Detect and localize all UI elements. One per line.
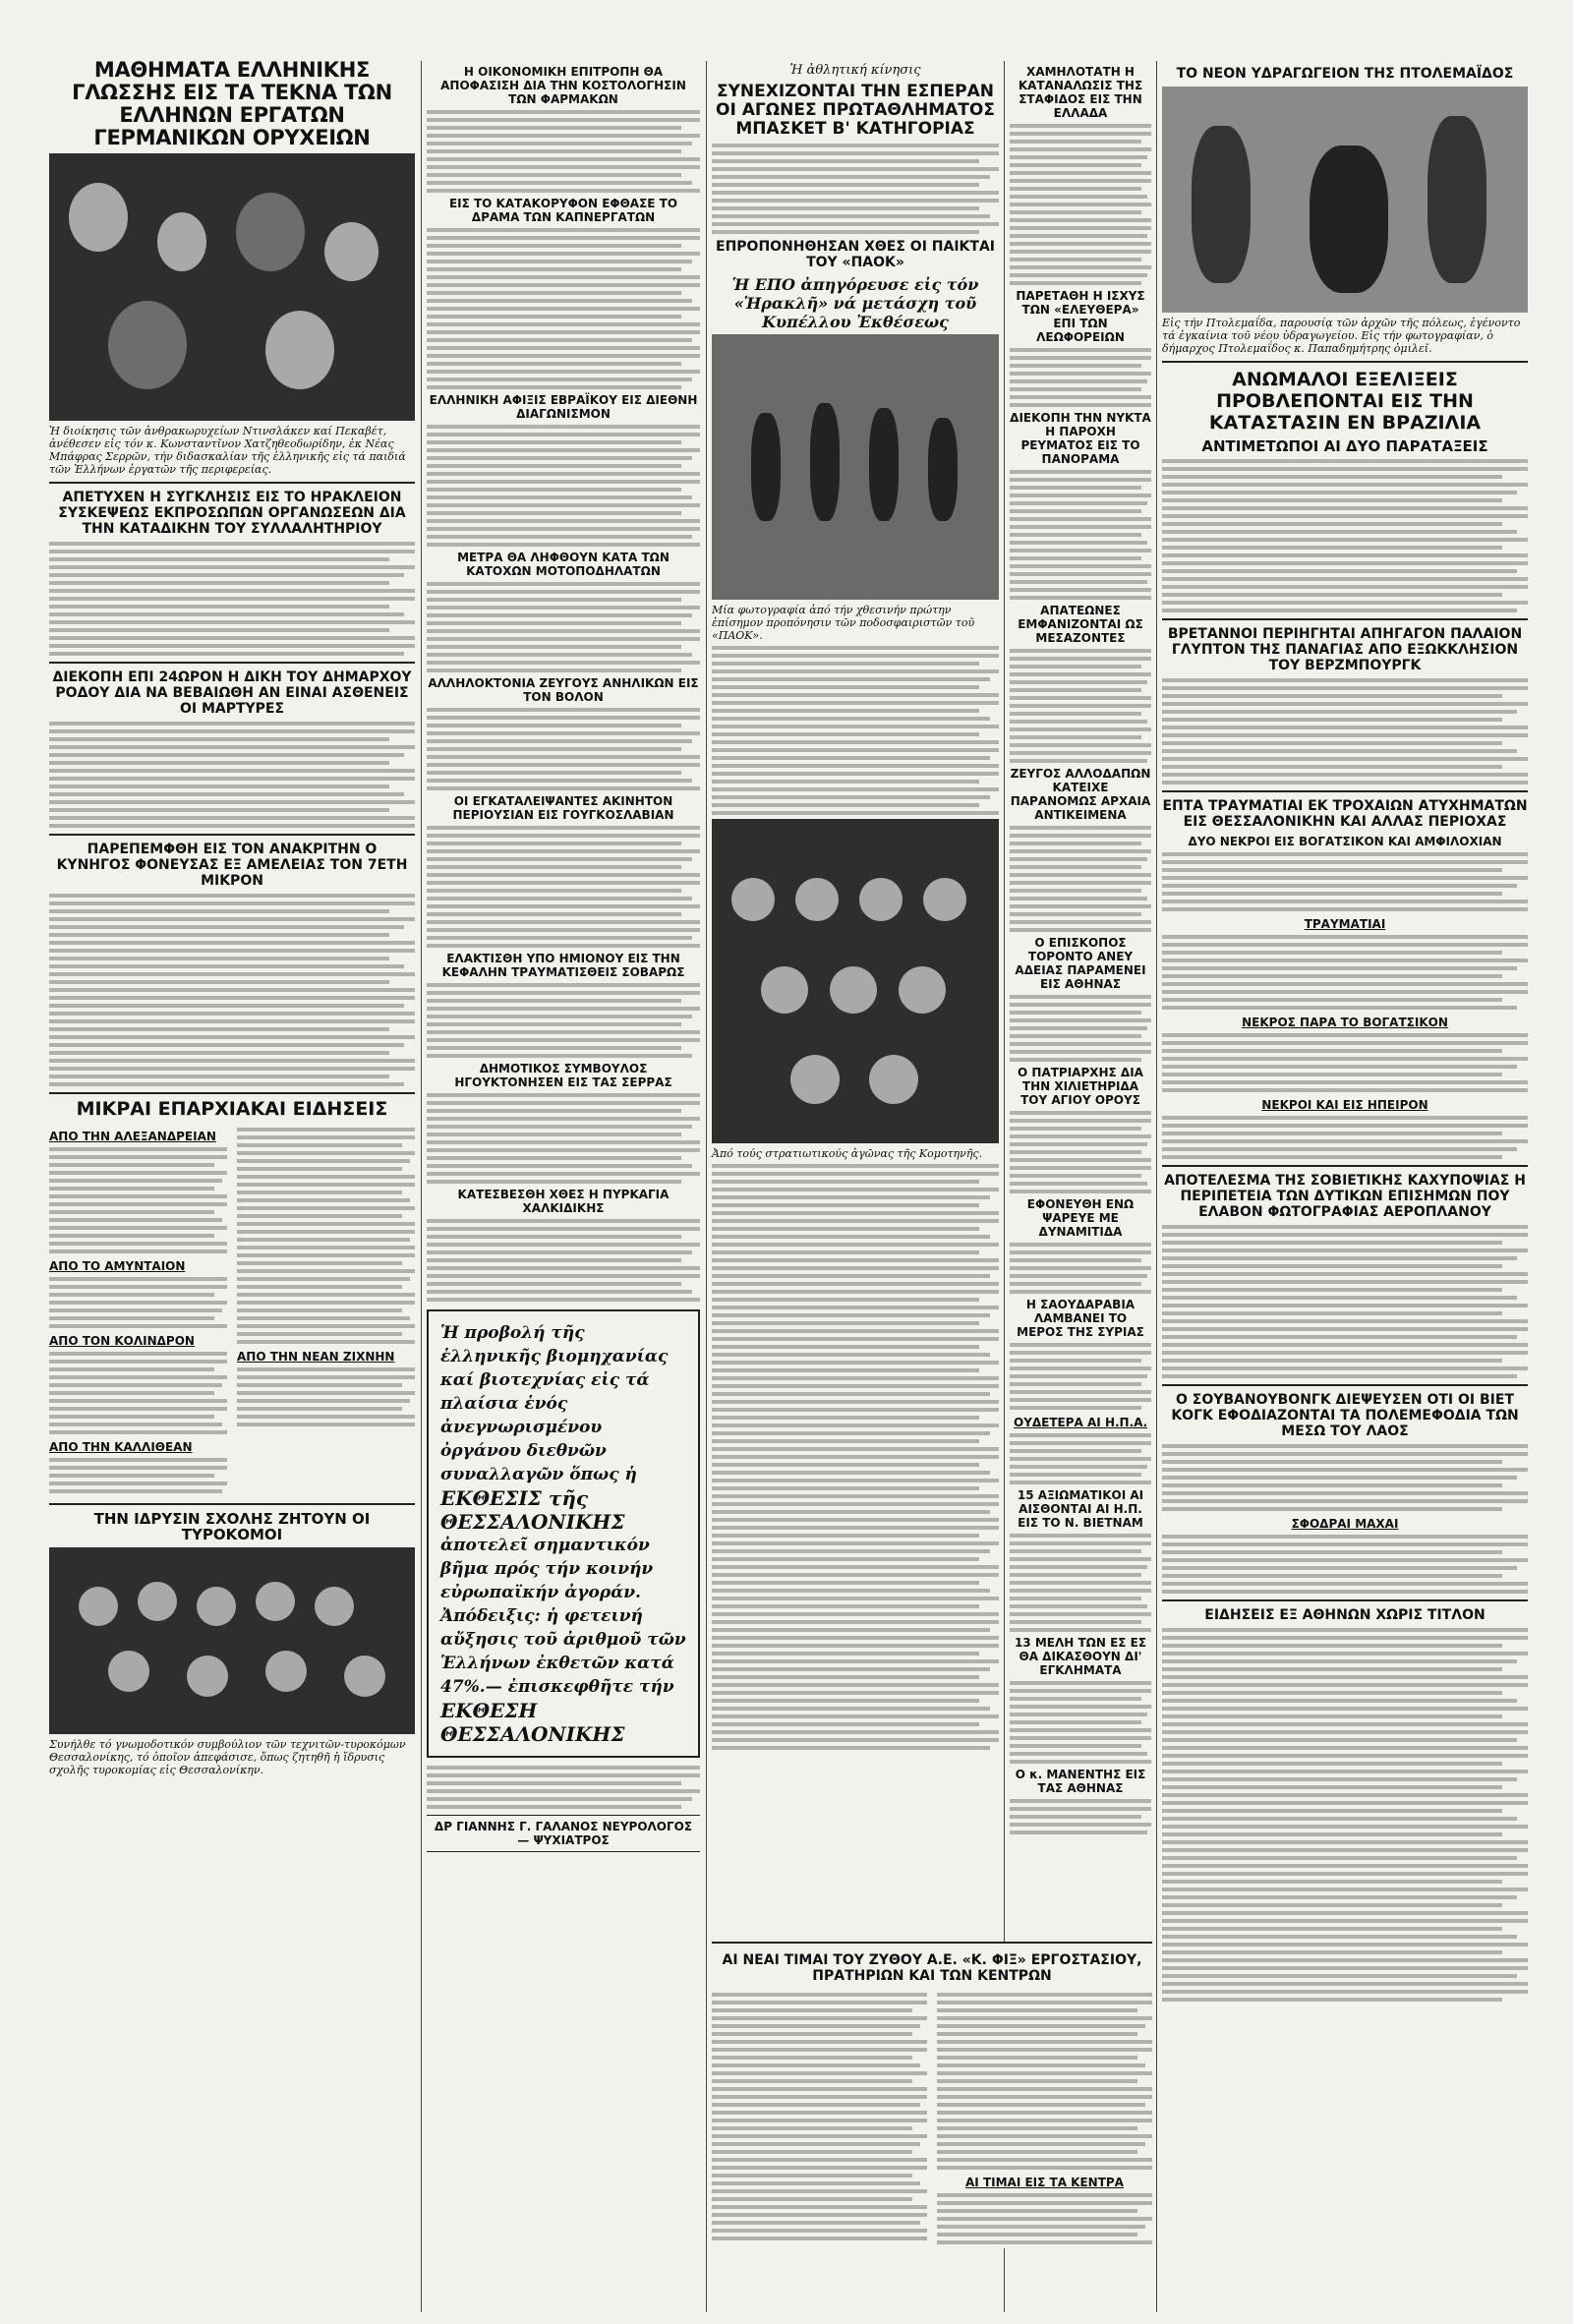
headline-competition: ΕΛΛΗΝΙΚΗ ΑΦΙΞΙΣ ΕΒΡΑΪΚΟΥ ΕΙΣ ΔΙΕΘΝΗ ΔΙΑΓΩΝΙΣΜΟΝ [429, 393, 698, 421]
section-kicker: Ἡ ἀθλητική κίνησις [789, 63, 921, 78]
headline-paok-training: ΕΠΡΟΠΟΝΗΘΗΣΑΝ ΧΘΕΣ ΟΙ ΠΑΙΚΤΑΙ ΤΟΥ «ΠΑΟΚ» [716, 239, 995, 270]
ad-text: ἀποτελεῖ σημαντικόν βῆμα πρός τήν κοινήν εὐρωπαϊκήν ἀγοράν. Ἀπόδειξις: ἡ φετεινή αὔξησις τοῦ ἀριθμοῦ τῶν Ἑλλήνων ἐκθετῶν κατά 47%.— ἐπισκεφθῆτε τήν [440, 1536, 686, 1697]
section-tag: ΑΙ ΤΙΜΑΙ ΕΙΣ ΤΑ ΚΕΝΤΡΑ [965, 2176, 1124, 2189]
headline-basketball: ΣΥΝΕΧΙΖΟΝΤΑΙ ΤΗΝ ΕΣΠΕΡΑΝ ΟΙ ΑΓΩΝΕΣ ΠΡΩΤΑΘΛΗΜΑΤΟΣ ΜΠΑΣΚΕΤ Β' ΚΑΤΗΓΟΡΙΑΣ [716, 82, 995, 139]
column-5 [1162, 61, 1528, 2005]
article-body [49, 722, 415, 828]
column-2 [427, 61, 700, 1858]
doctor-advertisement: ΔΡ ΓΙΑΝΝΗΣ Γ. ΓΑΛΑΝΟΣ ΝΕΥΡΟΛΟΓΟΣ — ΨΥΧΙΑΤΡΟΣ [427, 1815, 700, 1852]
headline-athens-news: ΕΙΔΗΣΕΙΣ ΕΞ ΑΘΗΝΩΝ ΧΩΡΙΣ ΤΙΤΛΟΝ [1204, 1607, 1486, 1623]
headline-swindlers: ΑΠΑΤΕΩΝΕΣ ΕΜΦΑΝΙΖΟΝΤΑΙ ΩΣ ΜΕΣΑΖΟΝΤΕΣ [1018, 604, 1143, 645]
headline-yugoslavia: ΟΙ ΕΓΚΑΤΑΛΕΙΨΑΝΤΕΣ ΑΚΙΝΗΤΟΝ ΠΕΡΙΟΥΣΙΑΝ ΕΙΣ ΓΟΥΓΚΟΣΛΑΒΙΑΝ [452, 794, 674, 822]
headline-brazil: ΑΝΩΜΑΛΟΙ ΕΞΕΛΙΞΕΙΣ ΠΡΟΒΛΕΠΟΝΤΑΙ ΕΙΣ ΤΗΝ ΚΑΤΑΣΤΑΣΙΝ ΕΝ ΒΡΑΖΙΛΙΑ [1208, 369, 1482, 434]
photo-caption: Ἡ διοίκησις τῶν ἀνθρακωρυχείων Ντινσλάκεν καί Πεκαβέτ, ἀνέθεσεν εἰς τόν κ. Κωνσταντῖνον Χατζηθεοδωρίδην, ἐκ Νέας Μπάφρας Σερρῶν, τήν διδασκαλίαν τῆς ἑλληνικῆς εἰς τά παιδιά τῶν Ἑλλήνων ἐργατῶν τῆς περιφερείας. [49, 425, 406, 476]
headline-rhodes-trial: ΔΙΕΚΟΠΗ ΕΠΙ 24ΩΡΟΝ Η ΔΙΚΗ ΤΟΥ ΔΗΜΑΡΧΟΥ ΡΟΔΟΥ ΔΙΑ ΝΑ ΒΕΒΑΙΩΘΗ ΑΝ ΕΙΝΑΙ ΑΣΘΕΝΕΙΣ ΟΙ ΜΑΡΤΥΡΕΣ [52, 669, 412, 717]
column-3 [712, 61, 999, 1754]
photo-caption: Ἀπό τούς στρατιωτικούς ἀγῶνας τῆς Κομοτηνῆς. [712, 1147, 983, 1160]
headline-volos: ΑΛΛΗΛΟΚΤΟΝΙΑ ΖΕΥΓΟΥΣ ΑΝΗΛΙΚΩΝ ΕΙΣ ΤΟΝ ΒΟΛΟΝ [428, 676, 699, 704]
section-tag: ΣΦΟΔΡΑΙ ΜΑΧΑΙ [1291, 1517, 1399, 1531]
photo-cheesemakers [49, 1547, 415, 1734]
photo-caption: Συνήλθε τό γνωμοδοτικόν συμβούλιον τῶν τεχνιτῶν-τυροκόμων Θεσσαλονίκης, τό ὁποῖον ἀπεφάσισε, ὅπως ζητηθῆ ἡ ἵδρυσις σχολῆς τυροκομίας εἰς Θεσσαλονίκην. [49, 1738, 406, 1776]
photo-caption: Μία φωτογραφία ἀπό τήν χθεσινήν πρώτην ἐπίσημον προπόνησιν τῶν ποδοσφαιριστῶν τοῦ «ΠΑΟΚ». [712, 604, 975, 642]
headline-traffic-accidents: ΕΠΤΑ ΤΡΑΥΜΑΤΙΑΙ ΕΚ ΤΡΟΧΑΙΩΝ ΑΤΥΧΗΜΑΤΩΝ ΕΙΣ ΘΕΣΣΑΛΟΝΙΚΗΝ ΚΑΙ ΑΛΛΑΣ ΠΕΡΙΟΧΑΣ [1162, 798, 1528, 830]
section-tag: ΑΠΟ ΤΟ ΑΜΥΝΤΑΙΟΝ [49, 1259, 186, 1273]
ad-highlight: ΕΚΘΕΣΙΣ τῆς ΘΕΣΣΑΛΟΝΙΚΗΣ [440, 1486, 625, 1534]
fair-advertisement [427, 1309, 700, 1758]
section-tag: ΟΥΔΕΤΕΡΑ ΑΙ Η.Π.Α. [1014, 1416, 1147, 1429]
headline-tobacco-workers: ΕΙΣ ΤΟ ΚΑΤΑΚΟΡΥΦΟΝ ΕΦΘΑΣΕ ΤΟ ΔΡΑΜΑ ΤΩΝ ΚΑΠΝΕΡΓΑΤΩΝ [448, 197, 678, 224]
ad-highlight: ΕΚΘΕΣΗ ΘΕΣΣΑΛΟΝΙΚΗΣ [440, 1699, 625, 1746]
column-4 [1010, 61, 1151, 1838]
photo-komotini-games [712, 819, 999, 1143]
headline-raisins: ΧΑΜΗΛΟΤΑΤΗ Η ΚΑΤΑΝΑΛΩΣΙΣ ΤΗΣ ΣΤΑΦΙΔΟΣ ΕΙΣ ΤΗΝ ΕΛΛΑΔΑ [1018, 65, 1143, 120]
headline-economic-committee: Η ΟΙΚΟΝΟΜΙΚΗ ΕΠΙΤΡΟΠΗ ΘΑ ΑΠΟΦΑΣΙΣΗ ΔΙΑ ΤΗΝ ΚΟΣΤΟΛΟΓΗΣΙΝ ΤΩΝ ΦΑΡΜΑΚΩΝ [440, 65, 686, 106]
section-tag: ΑΠΟ ΤΟΝ ΚΟΛΙΝΔΡΟΝ [49, 1334, 195, 1348]
beer-prices-block [712, 1942, 1152, 2248]
headline-serres: ΔΗΜΟΤΙΚΟΣ ΣΥΜΒΟΥΛΟΣ ΗΓΟΥΚΤΟΝΗΣΕΝ ΕΙΣ ΤΑΣ ΣΕΡΡΑΣ [454, 1062, 672, 1089]
headline-greek-lessons: ΜΑΘΗΜΑΤΑ ΕΛΛΗΝΙΚΗΣ ΓΛΩΣΣΗΣ ΕΙΣ ΤΑ ΤΕΚΝΑ ΤΩΝ ΕΛΛΗΝΩΝ ΕΡΓΑΤΩΝ ΓΕΡΜΑΝΙΚΩΝ ΟΡΥΧΕΙΩΝ [72, 58, 392, 149]
headline-saudi: Η ΣΑΟΥΔΑΡΑΒΙΑ ΛΑΜΒΑΝΕΙ ΤΟ ΜΕΡΟΣ ΤΗΣ ΣΥΡΙΑΣ [1017, 1298, 1144, 1339]
section-tag: ΑΠΟ ΤΗΝ ΑΛΕΞΑΝΔΡΕΙΑΝ [49, 1130, 216, 1143]
article-body [49, 894, 415, 1086]
headline-ptolemaida: ΤΟ ΝΕΟΝ ΥΔΡΑΓΩΓΕΙΟΝ ΤΗΣ ΠΤΟΛΕΜΑΪΔΟΣ [1176, 66, 1514, 82]
column-1 [49, 55, 415, 1780]
section-tag: ΝΕΚΡΟΣ ΠΑΡΑ ΤΟ ΒΟΓΑΤΣΙΚΟΝ [1242, 1016, 1448, 1029]
section-tag: ΤΡΑΥΜΑΤΙΑΙ [1304, 917, 1386, 931]
headline-ss-trial: 13 ΜΕΛΗ ΤΩΝ ΕΣ ΕΣ ΘΑ ΔΙΚΑΣΘΟΥΝ ΔΙ' ΕΓΚΛΗΜΑΤΑ [1014, 1636, 1147, 1677]
headline-heraklion: ΑΠΕΤΥΧΕΝ Η ΣΥΓΚΛΗΣΙΣ ΕΙΣ ΤΟ ΗΡΑΚΛΕΙΟΝ ΣΥΣΚΕΨΕΩΣ ΕΚΠΡΟΣΩΠΩΝ ΟΡΓΑΝΩΣΕΩΝ ΔΙΑ ΤΗΝ ΚΑΤΑΔΙΚΗΝ ΤΟΥ ΣΥΛΛΑΛΗΤΗΡΙΟΥ [58, 490, 406, 537]
headline-souvanouvong: Ο ΣΟΥΒΑΝΟΥΒΟΝΓΚ ΔΙΕΨΕΥΣΕΝ ΟΤΙ ΟΙ ΒΙΕΤ ΚΟΓΚ ΕΦΟΔΙΑΖΟΝΤΑΙ ΤΑ ΠΟΛΕΜΕΦΟΔΙΑ ΤΩΝ ΜΕΣΩ ΤΟΥ ΛΑΟΣ [1171, 1392, 1519, 1439]
photo-caption: Εἰς τήν Πτολεμαΐδα, παρουσίᾳ τῶν ἀρχῶν τῆς πόλεως, ἐγένοντο τά ἐγκαίνια τοῦ νέου ὑδραγωγείου. Εἰς τήν φωτογραφίαν, ὁ δήμαρχος Πτολεμαΐδος κ. Παπαδημήτρης ὁμιλεῖ. [1162, 317, 1521, 355]
headline-mule: ΕΛΑΚΤΙΣΘΗ ΥΠΟ ΗΜΙΟΝΟΥ ΕΙΣ ΤΗΝ ΚΕΦΑΛΗΝ ΤΡΑΥΜΑΤΙΣΘΕΙΣ ΣΟΒΑΡΩΣ [441, 952, 685, 979]
headline-buses: ΠΑΡΕΤΑΘΗ Η ΙΣΧΥΣ ΤΩΝ «ΕΛΕΥΘΕΡΑ» ΕΠΙ ΤΩΝ ΛΕΩΦΟΡΕΙΩΝ [1016, 289, 1145, 344]
headline-panorama: ΔΙΕΚΟΠΗ ΤΗΝ ΝΥΚΤΑ Η ΠΑΡΟΧΗ ΡΕΥΜΑΤΟΣ ΕΙΣ ΤΟ ΠΑΝΟΡΑΜΑ [1010, 411, 1151, 466]
headline-provincial-news: ΜΙΚΡΑΙ ΕΠΑΡΧΙΑΚΑΙ ΕΙΔΗΣΕΙΣ [76, 1098, 388, 1120]
headline-manentis: Ο κ. ΜΑΝΕΝΤΗΣ ΕΙΣ ΤΑΣ ΑΘΗΝΑΣ [1015, 1768, 1146, 1795]
headline-beer-prices: ΑΙ ΝΕΑΙ ΤΙΜΑΙ ΤΟΥ ΖΥΘΟΥ Α.Ε. «Κ. ΦΙΞ» ΕΡΓΟΣΤΑΣΙΟΥ, ΠΡΑΤΗΡΙΩΝ ΚΑΙ ΤΩΝ ΚΕΝΤΡΩΝ [722, 1952, 1142, 1984]
column-rule [706, 61, 707, 2312]
column-rule [1156, 61, 1157, 2312]
headline-vietnam-officers: 15 ΑΞΙΩΜΑΤΙΚΟΙ ΑΙ ΑΙΣΘΟΝΤΑΙ ΑΙ Η.Π. ΕΙΣ ΤΟ Ν. ΒΙΕΤΝΑΜ [1017, 1488, 1144, 1530]
subheadline-brazil: ΑΝΤΙΜΕΤΩΠΟΙ ΑΙ ΔΥΟ ΠΑΡΑΤΑΞΕΙΣ [1201, 437, 1488, 455]
headline-hunter: ΠΑΡΕΠΕΜΦΘΗ ΕΙΣ ΤΟΝ ΑΝΑΚΡΙΤΗΝ Ο ΚΥΝΗΓΟΣ ΦΟΝΕΥΣΑΣ ΕΞ ΑΜΕΛΕΙΑΣ ΤΟΝ 7ΕΤΗ ΜΙΚΡΟΝ [56, 842, 408, 889]
headline-bishop: Ο ΕΠΙΣΚΟΠΟΣ ΤΟΡΟΝΤΟ ΑΝΕΥ ΑΔΕΙΑΣ ΠΑΡΑΜΕΝΕΙ ΕΙΣ ΑΘΗΝΑΣ [1015, 936, 1146, 991]
section-tag: ΑΠΟ ΤΗΝ ΝΕΑΝ ΖΙΧΝΗΝ [237, 1350, 395, 1364]
photo-children-class [49, 153, 415, 421]
headline-fire: ΚΑΤΕΣΒΕΣΘΗ ΧΘΕΣ Η ΠΥΡΚΑΓΙΑ ΧΑΛΚΙΔΙΚΗΣ [457, 1188, 670, 1215]
column-rule [421, 61, 422, 2312]
subheadline-heracles: Ἡ ΕΠΟ ἀπηγόρευσε εἰς τόν «Ἡρακλῆ» νά μετάσχη τοῦ Κυπέλλου Ἐκθέσεως [731, 275, 979, 331]
ad-text: Ἡ προβολή τῆς ἑλληνικῆς βιομηχανίας καί βιοτεχνίας εἰς τά πλαίσια ἑνός ἀνεγνωρισμένου ὀργάνου διεθνῶν συναλλαγῶν ὅπως ἡ [440, 1323, 669, 1484]
headline-antiquities: ΖΕΥΓΟΣ ΑΛΛΟΔΑΠΩΝ ΚΑΤΕΙΧΕ ΠΑΡΑΝΟΜΩΣ ΑΡΧΑΙΑ ΑΝΤΙΚΕΙΜΕΝΑ [1010, 767, 1151, 822]
subheadline-accidents: ΔΥΟ ΝΕΚΡΟΙ ΕΙΣ ΒΟΓΑΤΣΙΚΟΝ ΚΑΙ ΑΜΦΙΛΟΧΙΑΝ [1188, 835, 1502, 848]
headline-cheesemakers: ΤΗΝ ΙΔΡΥΣΙΝ ΣΧΟΛΗΣ ΖΗΤΟΥΝ ΟΙ ΤΥΡΟΚΟΜΟΙ [93, 1510, 371, 1543]
headline-patriarch: Ο ΠΑΤΡΙΑΡΧΗΣ ΔΙΑ ΤΗΝ ΧΙΛΙΕΤΗΡΙΔΑ ΤΟΥ ΑΓΙΟΥ ΟΡΟΥΣ [1018, 1066, 1143, 1107]
headline-british-tourists: ΒΡΕΤΑΝΝΟΙ ΠΕΡΙΗΓΗΤΑΙ ΑΠΗΓΑΓΟΝ ΠΑΛΑΙΟΝ ΓΛΥΠΤΟΝ ΤΗΣ ΠΑΝΑΓΙΑΣ ΑΠΟ ΕΞΩΚΚΛΗΣΙΟΝ ΤΟΥ ΒΕΡΖΜΠΟΥΡΓΚ [1167, 626, 1523, 673]
headline-mopeds: ΜΕΤΡΑ ΘΑ ΛΗΦΘΟΥΝ ΚΑΤΑ ΤΩΝ ΚΑΤΟΧΩΝ ΜΟΤΟΠΟΔΗΛΑΤΩΝ [457, 551, 670, 578]
photo-paok-training [712, 334, 999, 600]
headline-soviet-suspicion: ΑΠΟΤΕΛΕΣΜΑ ΤΗΣ ΣΟΒΙΕΤΙΚΗΣ ΚΑΧΥΠΟΨΙΑΣ Η ΠΕΡΙΠΕΤΕΙΑ ΤΩΝ ΔΥΤΙΚΩΝ ΕΠΙΣΗΜΩΝ ΠΟΥ ΕΛΑΒΟΝ ΦΩΤΟΓΡΑΦΙΑΣ ΑΕΡΟΠΛΑΝΟΥ [1164, 1173, 1526, 1220]
section-tag: ΑΠΟ ΤΗΝ ΚΑΛΛΙΘΕΑΝ [49, 1440, 193, 1454]
section-tag: ΝΕΚΡΟΙ ΚΑΙ ΕΙΣ ΗΠΕΙΡΟΝ [1261, 1098, 1428, 1112]
provincial-news-block [49, 1124, 415, 1497]
article-body [49, 542, 415, 656]
headline-dynamite: ΕΦΟΝΕΥΘΗ ΕΝΩ ΨΑΡΕΥΕ ΜΕ ΔΥΝΑΜΙΤΙΔΑ [1026, 1197, 1135, 1239]
photo-ptolemaida [1162, 87, 1528, 313]
